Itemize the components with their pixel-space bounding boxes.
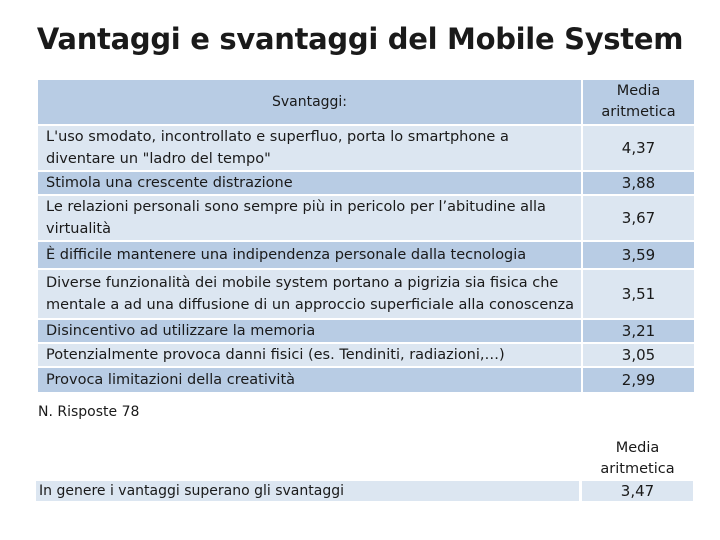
summary-label: In genere i vantaggi superano gli svantaggi — [36, 481, 579, 501]
page-title: Vantaggi e svantaggi del Mobile System — [36, 22, 684, 56]
table-row — [38, 242, 694, 268]
table-row — [38, 196, 694, 240]
row-label: Diverse funzionalità dei mobile system portano a pigrizia sia fisica che mentale a ad una diffusione di un approccio superficiale alla conoscenza — [38, 270, 581, 318]
responses-count: N. Risposte 78 — [38, 404, 140, 420]
table-row — [38, 126, 694, 170]
row-label: Potenzialmente provoca danni fisici (es. Tendiniti, radiazioni,…) — [38, 344, 581, 366]
row-label: Provoca limitazioni della creatività — [38, 368, 581, 392]
summary-header-value: Media aritmetica — [600, 440, 675, 477]
row-label: È difficile mantenere una indipendenza personale dalla tecnologia — [38, 242, 581, 268]
row-value: 3,05 — [583, 344, 694, 366]
table-row — [38, 368, 694, 392]
row-label: Disincentivo ad utilizzare la memoria — [38, 320, 581, 342]
row-value: 3,51 — [583, 270, 694, 318]
summary-value: 3,47 — [582, 481, 693, 501]
header-value: Media aritmetica — [583, 80, 694, 124]
row-label: Stimola una crescente distrazione — [38, 172, 581, 194]
row-value: 3,21 — [583, 320, 694, 342]
row-value: 2,99 — [583, 368, 694, 392]
disadvantages-table — [38, 80, 694, 392]
table-header-row — [38, 80, 694, 124]
row-value: 3,59 — [583, 242, 694, 268]
row-value: 3,88 — [583, 172, 694, 194]
row-value: 4,37 — [583, 126, 694, 170]
table-row — [38, 320, 694, 342]
row-value: 3,67 — [583, 196, 694, 240]
row-label: Le relazioni personali sono sempre più in pericolo per l’abitudine alla virtualità — [38, 196, 581, 240]
table-row — [38, 270, 694, 318]
table-row — [38, 344, 694, 366]
header-label: Svantaggi: — [38, 80, 581, 124]
table-row — [38, 172, 694, 194]
row-label: L'uso smodato, incontrollato e superfluo, porta lo smartphone a diventare un "ladro del tempo" — [38, 126, 581, 170]
